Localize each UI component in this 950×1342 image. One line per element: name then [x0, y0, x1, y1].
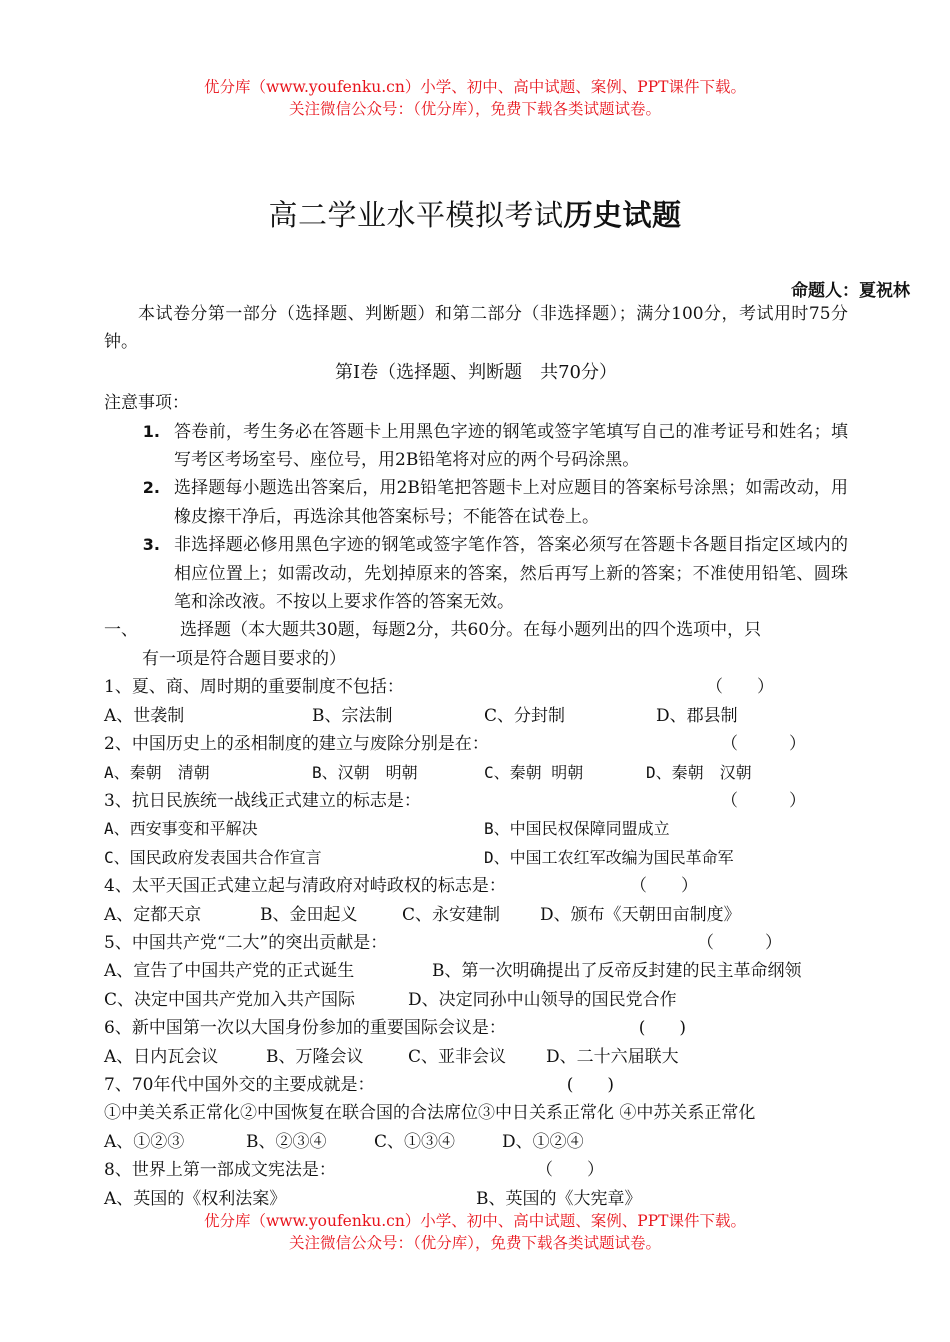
option: B、中国民权保障同盟成立: [484, 819, 670, 839]
option: D、颁布《天朝田亩制度》: [540, 904, 741, 925]
options-row: [104, 1185, 848, 1213]
question-stem: [104, 1071, 848, 1099]
option: D、二十六届联大: [546, 1046, 679, 1067]
note-item: [104, 474, 848, 531]
options-row: [104, 759, 848, 787]
option: C、永安建制: [402, 904, 501, 925]
footer-line-1: 优分库（www.youfenku.cn）小学、初中、高中试题、案例、PPT课件下载。: [203, 1212, 747, 1230]
question-stem: [104, 1156, 848, 1184]
note-number: 3.: [142, 535, 160, 555]
stem-text: 1、夏、商、周时期的重要制度不包括：: [104, 677, 404, 698]
stem-text: 2、中国历史上的丞相制度的建立与废除分别是在：: [104, 734, 489, 755]
option: C、决定中国共产党加入共产国际: [104, 989, 356, 1010]
stem-text: 3、抗日民族统一战线正式建立的标志是：: [104, 790, 421, 811]
header-line-2: 关注微信公众号：（优分库），免费下载各类试题试卷。: [288, 100, 661, 118]
answer-blank: ( ): [566, 1074, 614, 1095]
stem-text: 4、太平天国正式建立起与清政府对峙政权的标志是：: [104, 876, 506, 897]
option: B、金田起义: [260, 904, 358, 925]
option: D、郡县制: [656, 705, 738, 726]
option: B、宗法制: [312, 705, 393, 726]
options-row: [104, 1043, 848, 1071]
answer-blank: （ ）: [721, 734, 806, 755]
options-row: [104, 702, 848, 730]
option: B、万隆会议: [266, 1046, 364, 1067]
option: A、①②③: [104, 1131, 185, 1152]
title-bold: 历史试题: [563, 198, 682, 232]
note-item: [104, 418, 848, 475]
option: A、英国的《权利法案》: [104, 1188, 287, 1209]
part-heading: [104, 616, 848, 644]
option: A、秦朝 清朝: [104, 762, 210, 782]
page-header: [0, 76, 950, 120]
options-row: [104, 844, 848, 872]
answer-blank: ( ): [638, 1018, 686, 1039]
note-number: 2.: [142, 478, 160, 498]
question-stem: [104, 673, 848, 701]
exam-body: [104, 300, 848, 1213]
option: D、①②④: [502, 1131, 584, 1152]
statements-row: ①中美关系正常化②中国恢复在联合国的合法席位③中日关系正常化 ④中苏关系正常化: [104, 1103, 756, 1124]
part-instruction: 选择题（本大题共30题，每题2分，共60分。在每小题列出的四个选项中，只: [180, 620, 762, 641]
stem-text: 6、新中国第一次以大国身份参加的重要国际会议是：: [104, 1018, 506, 1039]
option: A、世袭制: [104, 705, 185, 726]
answer-blank: （ ）: [706, 677, 774, 698]
option: C、亚非会议: [408, 1046, 507, 1067]
answer-blank: （ ）: [721, 790, 806, 811]
options-row: [104, 957, 848, 985]
note-number: 1.: [142, 421, 160, 441]
options-row: [104, 815, 848, 843]
option: B、英国的《大宪章》: [476, 1188, 642, 1209]
stem-text: 5、中国共产党“二大”的突出贡献是：: [104, 932, 388, 953]
option: A、西安事变和平解决: [104, 819, 258, 839]
stem-text: 8、世界上第一部成文宪法是：: [104, 1160, 336, 1181]
question-stem: [104, 1014, 848, 1042]
option: A、日内瓦会议: [104, 1046, 219, 1067]
part-instruction-cont: 有一项是符合题目要求的）: [142, 648, 346, 669]
notice-label: 注意事项：: [104, 393, 189, 414]
footer-line-2: 关注微信公众号：（优分库），免费下载各类试题试卷。: [288, 1234, 661, 1252]
option: D、秦朝 汉朝: [646, 762, 752, 782]
option: B、汉朝 明朝: [312, 762, 418, 782]
intro-paragraph: 本试卷分第一部分（选择题、判断题）和第二部分（非选择题）；满分100分，考试用时75分钟。: [104, 304, 848, 353]
answer-blank: （ ）: [630, 876, 698, 897]
page-footer: [0, 1210, 950, 1254]
answer-blank: （ ）: [697, 932, 782, 953]
options-row: [104, 901, 848, 929]
options-row: [104, 1128, 848, 1156]
page-title: [0, 193, 950, 234]
option: D、中国工农红军改编为国民革命军: [484, 847, 734, 867]
option: C、秦朝 明朝: [484, 762, 584, 782]
section-heading: 第Ⅰ卷（选择题、判断题 共70分）: [334, 361, 617, 383]
note-text: 答卷前，考生务必在答题卡上用黑色字迹的钢笔或签字笔填写自己的准考证号和姓名；填写考区考场室号、座位号，用2B铅笔将对应的两个号码涂黑。: [174, 421, 848, 471]
option: B、②③④: [246, 1131, 327, 1152]
header-line-1: 优分库（www.youfenku.cn）小学、初中、高中试题、案例、PPT课件下载。: [203, 78, 747, 96]
option: A、定都天京: [104, 904, 202, 925]
question-stem: [104, 787, 848, 815]
title-normal: 高二学业水平模拟考试: [268, 198, 564, 232]
author: 命题人：夏祝林: [791, 281, 910, 301]
stem-text: 7、70年代中国外交的主要成就是：: [104, 1074, 375, 1095]
option: D、决定同孙中山领导的国民党合作: [408, 989, 677, 1010]
option: A、宣告了中国共产党的正式诞生: [104, 961, 355, 982]
note-text: 选择题每小题选出答案后，用2B铅笔把答题卡上对应题目的答案标号涂黑；如需改动，用橡皮擦干净后，再选涂其他答案标号；不能答在试卷上。: [174, 478, 848, 527]
note-text: 非选择题必修用黑色字迹的钢笔或签字笔作答，答案必须写在答题卡各题目指定区域内的相应位置上；如需改动，先划掉原来的答案，然后再写上新的答案；不准使用铅笔、圆珠笔和涂改液。不按以上要求作答的答案无效。: [174, 535, 848, 613]
option: C、国民政府发表国共合作宣言: [104, 847, 322, 867]
option: B、第一次明确提出了反帝反封建的民主革命纲领: [432, 961, 802, 982]
option: C、分封制: [484, 705, 566, 726]
part-number: 一、: [104, 620, 138, 641]
question-stem: [104, 872, 848, 900]
question-stem: [104, 929, 848, 957]
question-stem: [104, 730, 848, 758]
option: C、①③④: [374, 1131, 456, 1152]
note-item: [104, 531, 848, 616]
answer-blank: （ ）: [536, 1160, 604, 1181]
options-row: [104, 986, 848, 1014]
